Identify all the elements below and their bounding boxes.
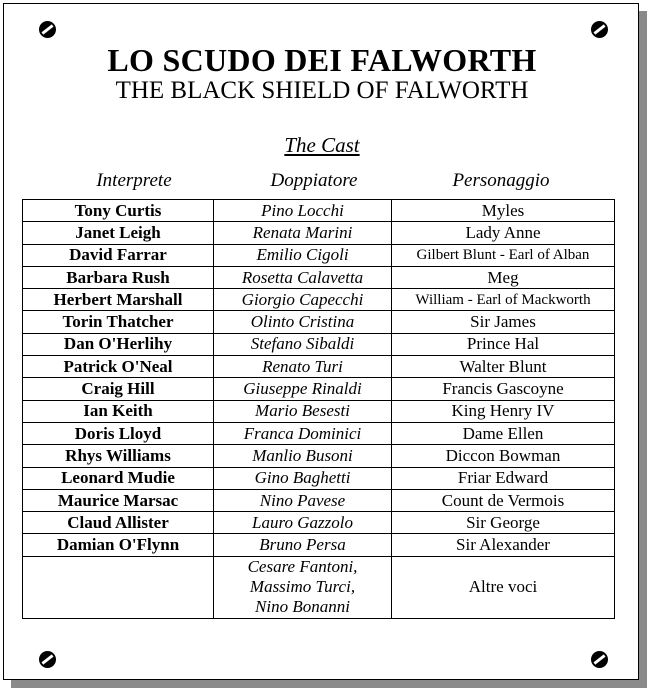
actor-cell: Maurice Marsac xyxy=(23,489,214,511)
actor-cell: Torin Thatcher xyxy=(23,311,214,333)
dubber-cell: Emilio Cigoli xyxy=(214,244,392,266)
role-cell: Count de Vermois xyxy=(392,489,615,511)
dubber-cell: Bruno Persa xyxy=(214,534,392,556)
dubber-name: Nino Bonanni xyxy=(255,597,350,617)
table-row xyxy=(23,266,615,288)
role-cell: Dame Ellen xyxy=(392,422,615,444)
role-cell: Friar Edward xyxy=(392,467,615,489)
actor-cell: Craig Hill xyxy=(23,378,214,400)
dubber-cell: Mario Besesti xyxy=(214,400,392,422)
table-row xyxy=(23,445,615,467)
actor-cell: Damian O'Flynn xyxy=(23,534,214,556)
actor-cell: Claud Allister xyxy=(23,512,214,534)
table-row xyxy=(23,378,615,400)
page-title: LO SCUDO DEI FALWORTH xyxy=(107,42,537,78)
table-row xyxy=(23,311,615,333)
dubber-cell: Manlio Busoni xyxy=(214,445,392,467)
dubber-cell: Renato Turi xyxy=(214,356,392,378)
actor-cell: Rhys Williams xyxy=(23,445,214,467)
dubber-cell: Stefano Sibaldi xyxy=(214,333,392,355)
dubber-cell: Rosetta Calavetta xyxy=(214,266,392,288)
table-row xyxy=(23,534,615,556)
dubber-cell: Franca Dominici xyxy=(214,422,392,444)
role-cell: King Henry IV xyxy=(392,400,615,422)
table-row xyxy=(23,333,615,355)
screw-icon xyxy=(591,21,608,38)
role-cell: Myles xyxy=(392,200,615,222)
page-subtitle: THE BLACK SHIELD OF FALWORTH xyxy=(115,77,529,104)
table-row xyxy=(23,356,615,378)
actor-cell: Dan O'Herlihy xyxy=(23,333,214,355)
column-header-dubber: Doppiatore xyxy=(270,170,358,191)
screw-icon xyxy=(591,651,608,668)
role-cell: Gilbert Blunt - Earl of Alban xyxy=(392,244,615,266)
actor-cell: Ian Keith xyxy=(23,400,214,422)
actor-cell: Patrick O'Neal xyxy=(23,356,214,378)
cast-plaque xyxy=(3,3,639,680)
dubber-cell: Nino Pavese xyxy=(214,489,392,511)
dubber-cell: Pino Locchi xyxy=(214,200,392,222)
role-cell: Sir Alexander xyxy=(392,534,615,556)
table-row xyxy=(23,222,615,244)
actor-cell: Herbert Marshall xyxy=(23,289,214,311)
table-row xyxy=(23,489,615,511)
actor-cell: Barbara Rush xyxy=(23,266,214,288)
table-row xyxy=(23,467,615,489)
actor-cell: Tony Curtis xyxy=(23,200,214,222)
dubber-cell: Olinto Cristina xyxy=(214,311,392,333)
role-cell: Prince Hal xyxy=(392,333,615,355)
cast-heading: The Cast xyxy=(284,133,360,157)
actor-cell xyxy=(23,556,214,618)
role-cell: William - Earl of Mackworth xyxy=(392,289,615,311)
actor-cell: Doris Lloyd xyxy=(23,422,214,444)
table-row xyxy=(23,512,615,534)
table-row xyxy=(23,556,615,618)
dubber-cell xyxy=(214,556,392,618)
screw-icon xyxy=(39,651,56,668)
column-header-role: Personaggio xyxy=(452,170,550,191)
role-cell: Sir James xyxy=(392,311,615,333)
role-cell: Diccon Bowman xyxy=(392,445,615,467)
role-cell: Altre voci xyxy=(392,556,615,618)
actor-cell: David Farrar xyxy=(23,244,214,266)
table-row xyxy=(23,244,615,266)
dubber-cell: Giorgio Capecchi xyxy=(214,289,392,311)
table-row xyxy=(23,400,615,422)
role-cell: Meg xyxy=(392,266,615,288)
screw-icon xyxy=(39,21,56,38)
column-header-actor: Interprete xyxy=(96,170,172,191)
dubber-name: Massimo Turci, xyxy=(249,577,356,597)
table-row xyxy=(23,200,615,222)
table-row xyxy=(23,289,615,311)
role-cell: Sir George xyxy=(392,512,615,534)
cast-table xyxy=(22,199,615,619)
actor-cell: Leonard Mudie xyxy=(23,467,214,489)
dubber-cell: Renata Marini xyxy=(214,222,392,244)
role-cell: Lady Anne xyxy=(392,222,615,244)
dubber-name: Cesare Fantoni, xyxy=(247,557,358,577)
dubber-cell: Gino Baghetti xyxy=(214,467,392,489)
dubber-cell: Giuseppe Rinaldi xyxy=(214,378,392,400)
table-row xyxy=(23,422,615,444)
role-cell: Walter Blunt xyxy=(392,356,615,378)
actor-cell: Janet Leigh xyxy=(23,222,214,244)
dubber-cell: Lauro Gazzolo xyxy=(214,512,392,534)
role-cell: Francis Gascoyne xyxy=(392,378,615,400)
